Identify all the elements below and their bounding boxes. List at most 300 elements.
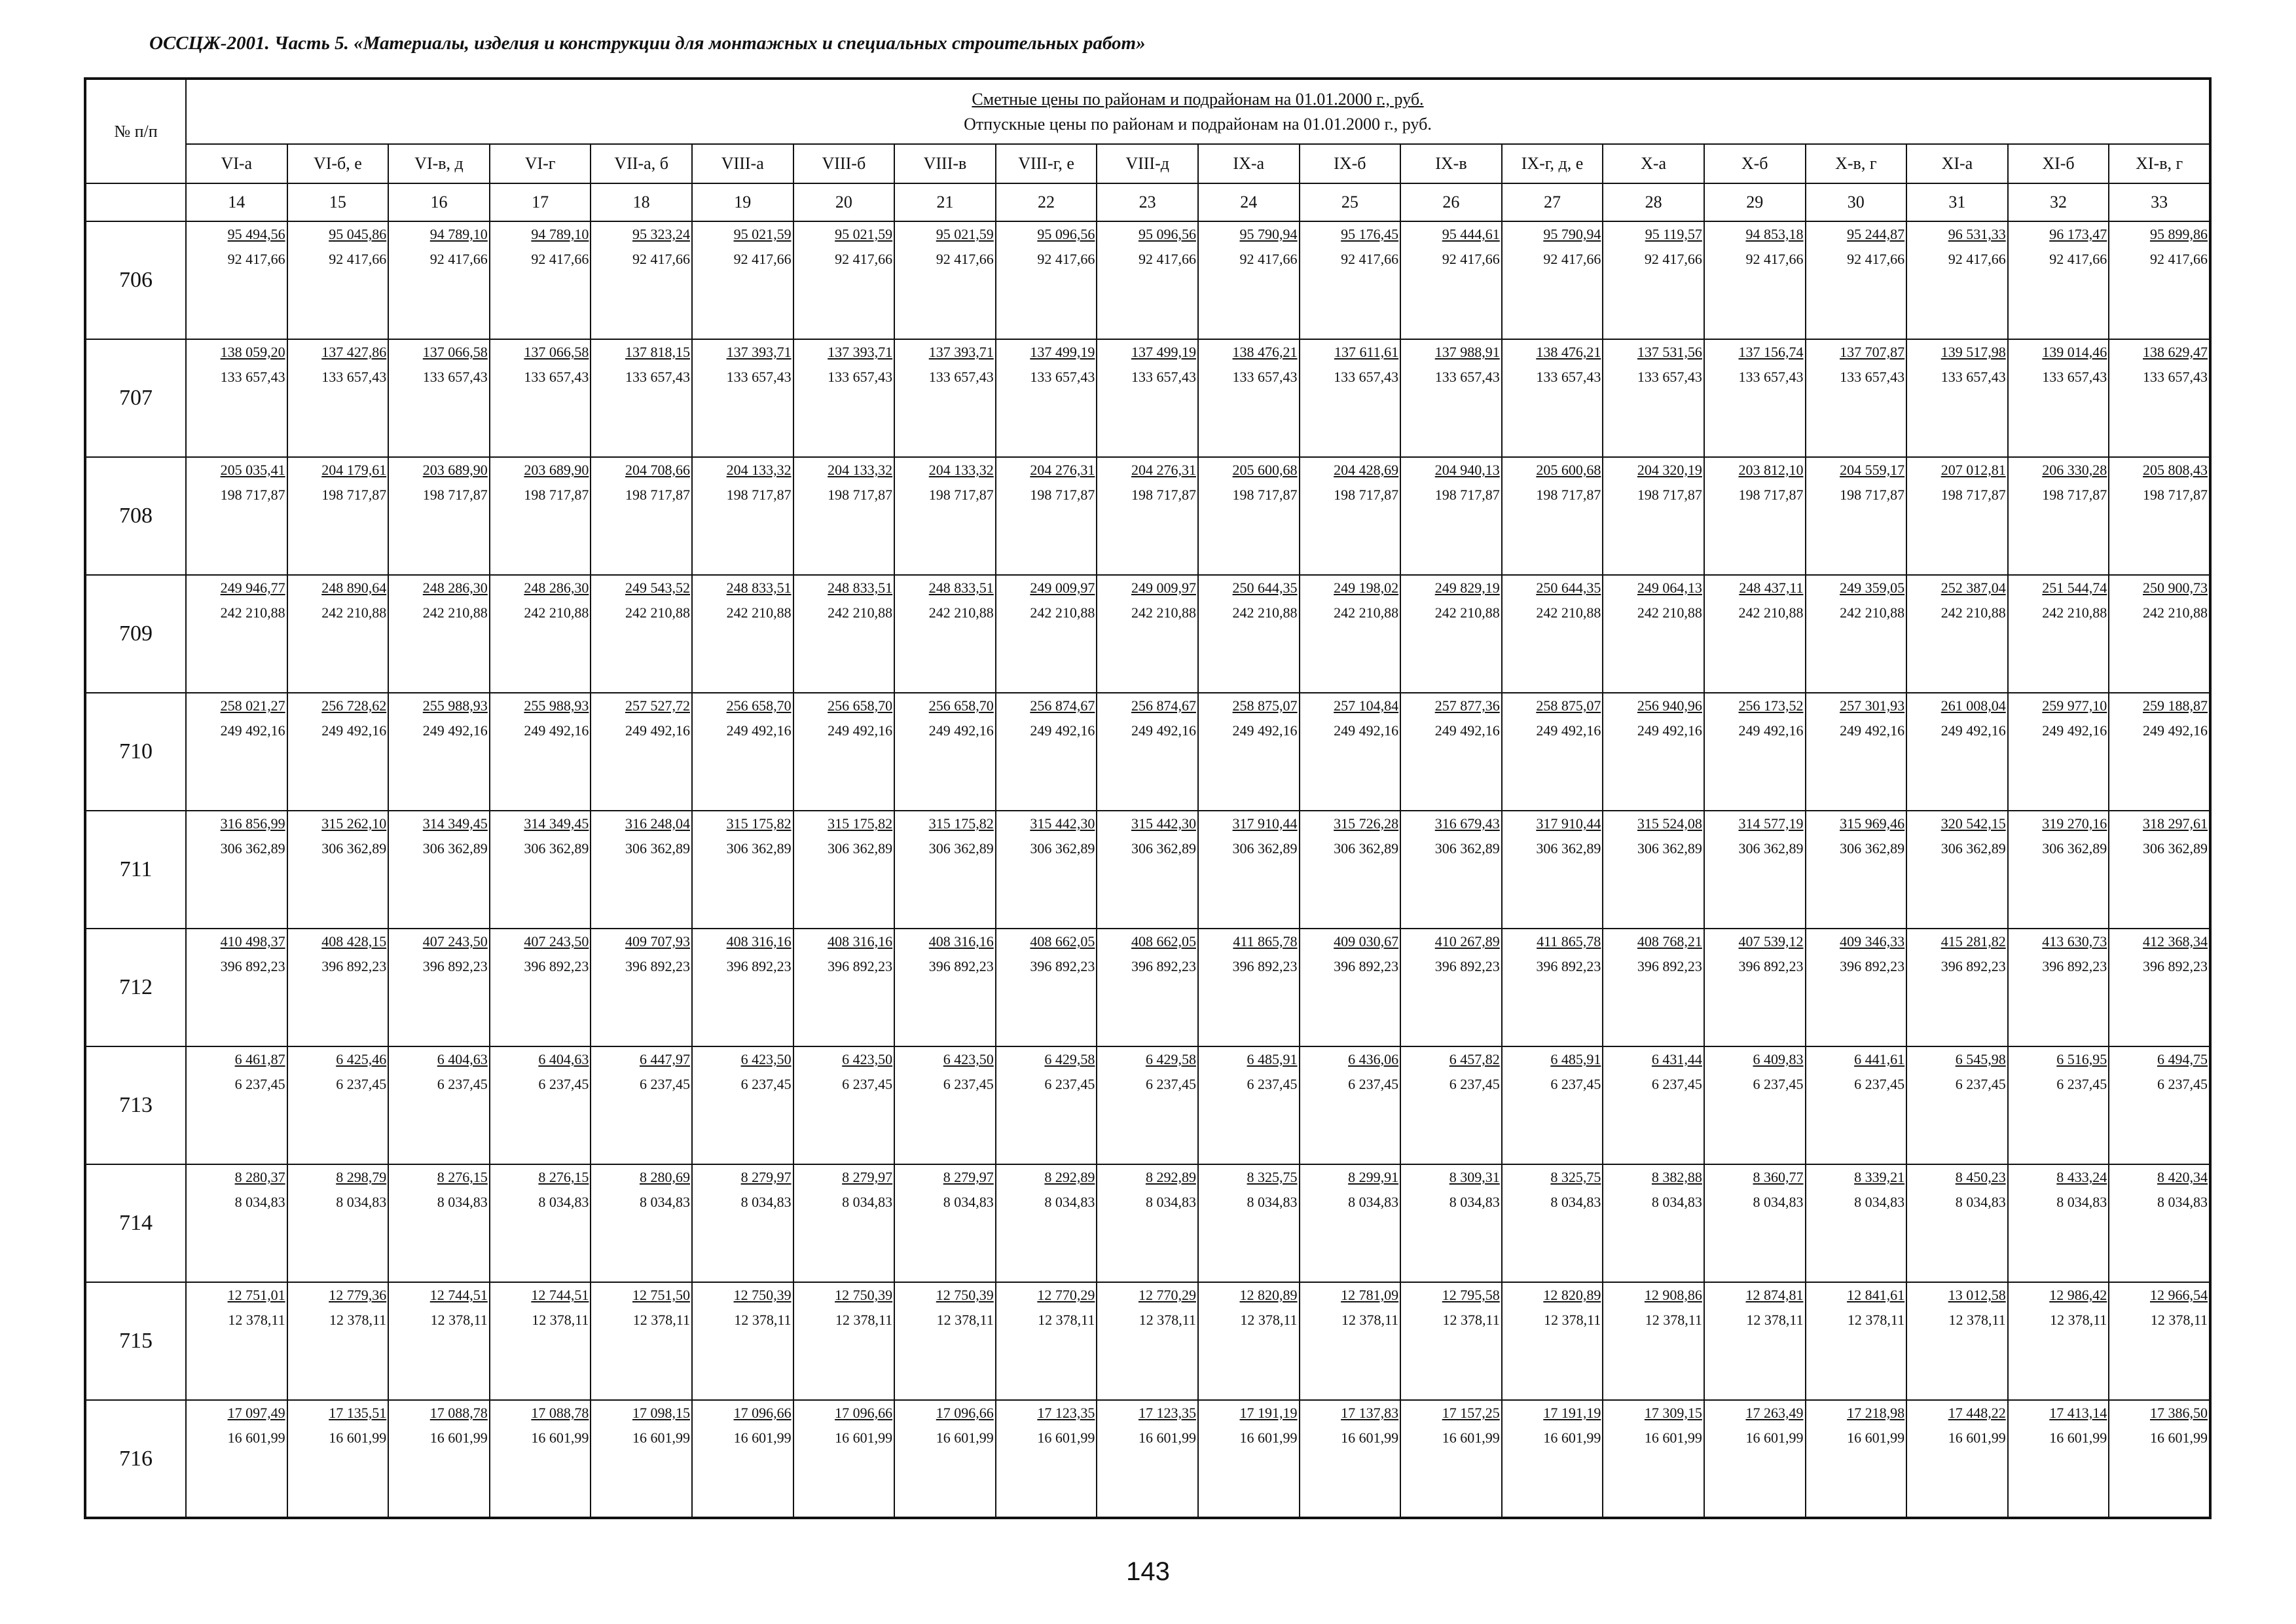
estimate-price: 259 188,87 [2143, 697, 2208, 714]
estimate-price: 315 262,10 [321, 815, 387, 832]
release-price: 6 237,45 [1651, 1076, 1702, 1092]
estimate-price: 137 066,58 [524, 344, 589, 360]
price-cell [793, 575, 895, 693]
release-price: 6 237,45 [2157, 1076, 2208, 1092]
estimate-price: 139 517,98 [1941, 344, 2006, 360]
release-price: 249 492,16 [2042, 722, 2107, 739]
price-cell [894, 693, 996, 811]
release-price: 249 492,16 [321, 722, 387, 739]
price-cell [1300, 1164, 1401, 1282]
estimate-price: 256 658,70 [828, 697, 893, 714]
release-price: 306 362,89 [828, 840, 893, 857]
estimate-price: 137 818,15 [625, 344, 690, 360]
row-number: 713 [85, 1046, 186, 1164]
estimate-price: 248 286,30 [422, 580, 488, 596]
release-price: 198 717,87 [1536, 487, 1601, 503]
table-row [85, 1400, 2210, 1518]
npp-header: № п/п [85, 79, 186, 183]
estimate-price: 137 531,56 [1637, 344, 1702, 360]
estimate-price: 251 544,74 [2042, 580, 2107, 596]
estimate-price: 205 808,43 [2143, 462, 2208, 478]
price-cell [1906, 575, 2008, 693]
estimate-price: 411 865,78 [1537, 933, 1601, 950]
estimate-price: 137 156,74 [1738, 344, 1804, 360]
release-price: 249 492,16 [1434, 722, 1500, 739]
estimate-price: 257 104,84 [1334, 697, 1399, 714]
release-price: 306 362,89 [1840, 840, 1905, 857]
estimate-price: 248 833,51 [726, 580, 792, 596]
release-price: 92 417,66 [1847, 251, 1905, 267]
price-cell [894, 1282, 996, 1400]
price-cell [996, 575, 1097, 693]
price-cell [1704, 1164, 1806, 1282]
release-price: 12 378,11 [1341, 1312, 1399, 1328]
release-price: 92 417,66 [2049, 251, 2107, 267]
estimate-price: 137 499,19 [1030, 344, 1095, 360]
price-cell [1502, 1400, 1603, 1518]
release-price: 8 034,83 [1044, 1194, 1095, 1210]
release-price: 8 034,83 [336, 1194, 387, 1210]
release-price: 8 034,83 [538, 1194, 589, 1210]
row-number: 710 [85, 693, 186, 811]
price-cell [793, 1282, 895, 1400]
table-row [85, 575, 2210, 693]
price-cell [2109, 575, 2210, 693]
release-price: 306 362,89 [1334, 840, 1399, 857]
price-cell [1502, 457, 1603, 575]
estimate-price: 408 428,15 [321, 933, 387, 950]
release-price: 6 237,45 [1348, 1076, 1399, 1092]
price-cell [2008, 221, 2109, 339]
release-price: 6 237,45 [1145, 1076, 1196, 1092]
price-cell [2008, 1164, 2109, 1282]
release-price: 92 417,66 [429, 251, 488, 267]
price-cell [793, 693, 895, 811]
column-number: 27 [1502, 183, 1603, 221]
release-price: 16 601,99 [429, 1430, 488, 1446]
region-header: IX-в [1400, 144, 1502, 183]
release-price: 133 657,43 [321, 369, 387, 385]
release-price: 198 717,87 [1637, 487, 1702, 503]
estimate-price: 257 301,93 [1840, 697, 1905, 714]
price-cell [490, 811, 591, 929]
release-price: 198 717,87 [625, 487, 690, 503]
price-cell [591, 1282, 692, 1400]
estimate-price: 6 457,82 [1449, 1051, 1500, 1067]
price-cell [287, 221, 389, 339]
release-price: 8 034,83 [740, 1194, 792, 1210]
release-price: 8 034,83 [1753, 1194, 1804, 1210]
price-cell [2109, 1046, 2210, 1164]
price-cell [894, 575, 996, 693]
release-price: 249 492,16 [1637, 722, 1702, 739]
table-row [85, 1164, 2210, 1282]
price-cell [1400, 575, 1502, 693]
column-number: 33 [2109, 183, 2210, 221]
estimate-price: 409 346,33 [1840, 933, 1905, 950]
price-cell [388, 1400, 490, 1518]
estimate-price: 409 707,93 [625, 933, 690, 950]
release-price: 8 034,83 [437, 1194, 488, 1210]
estimate-price: 258 875,07 [1536, 697, 1601, 714]
estimate-price: 137 988,91 [1434, 344, 1500, 360]
release-price: 198 717,87 [828, 487, 893, 503]
price-cell [1502, 1046, 1603, 1164]
estimate-price: 256 658,70 [928, 697, 994, 714]
estimate-price: 139 014,46 [2042, 344, 2107, 360]
estimate-price: 315 442,30 [1131, 815, 1196, 832]
estimate-price: 95 021,59 [835, 226, 893, 242]
region-header: VIII-а [692, 144, 793, 183]
release-price: 198 717,87 [1030, 487, 1095, 503]
price-cell [793, 339, 895, 457]
price-cell [490, 575, 591, 693]
release-price: 396 892,23 [1434, 958, 1500, 974]
estimate-price: 17 096,66 [936, 1405, 994, 1421]
region-header: X-а [1603, 144, 1704, 183]
release-price: 6 237,45 [1247, 1076, 1298, 1092]
release-price: 396 892,23 [1334, 958, 1399, 974]
price-cell [1704, 457, 1806, 575]
price-cell [1097, 1282, 1198, 1400]
region-header: X-в, г [1806, 144, 1907, 183]
price-cell [1198, 221, 1300, 339]
price-cell [490, 1046, 591, 1164]
estimate-price: 315 175,82 [828, 815, 893, 832]
price-cell [793, 811, 895, 929]
estimate-price: 205 035,41 [220, 462, 285, 478]
release-price: 198 717,87 [2042, 487, 2107, 503]
price-cell [591, 1164, 692, 1282]
release-price: 92 417,66 [1442, 251, 1500, 267]
estimate-price: 315 524,08 [1637, 815, 1702, 832]
price-cell [793, 1164, 895, 1282]
price-cell [793, 457, 895, 575]
estimate-price: 12 779,36 [329, 1287, 387, 1303]
price-cell [2109, 1164, 2210, 1282]
price-cell [2008, 1282, 2109, 1400]
estimate-price: 6 447,97 [639, 1051, 690, 1067]
release-price: 6 237,45 [842, 1076, 893, 1092]
price-cell [2109, 221, 2210, 339]
release-price: 306 362,89 [524, 840, 589, 857]
estimate-price: 415 281,82 [1941, 933, 2006, 950]
release-price: 396 892,23 [625, 958, 690, 974]
estimate-price: 204 133,32 [928, 462, 994, 478]
estimate-price: 12 770,29 [1138, 1287, 1196, 1303]
price-cell [1400, 457, 1502, 575]
estimate-price: 12 750,39 [733, 1287, 792, 1303]
row-number: 716 [85, 1400, 186, 1518]
release-price: 8 034,83 [1247, 1194, 1298, 1210]
region-header: XI-а [1906, 144, 2008, 183]
estimate-price: 8 279,97 [740, 1169, 792, 1185]
column-number: 30 [1806, 183, 1907, 221]
price-cell [2109, 1282, 2210, 1400]
estimate-price: 12 820,89 [1543, 1287, 1601, 1303]
region-header: VIII-в [894, 144, 996, 183]
price-cell [1097, 1046, 1198, 1164]
price-cell [1906, 339, 2008, 457]
price-cell [388, 339, 490, 457]
release-price: 198 717,87 [1232, 487, 1298, 503]
estimate-price: 12 744,51 [531, 1287, 589, 1303]
price-cell [186, 1282, 287, 1400]
estimate-price: 12 750,39 [936, 1287, 994, 1303]
release-price: 396 892,23 [2143, 958, 2208, 974]
release-price: 16 601,99 [1037, 1430, 1095, 1446]
release-price: 133 657,43 [524, 369, 589, 385]
release-price: 306 362,89 [1131, 840, 1196, 857]
estimate-price: 6 423,50 [740, 1051, 792, 1067]
estimate-price: 6 516,95 [2056, 1051, 2107, 1067]
price-cell [1300, 1046, 1401, 1164]
release-price: 396 892,23 [828, 958, 893, 974]
release-price: 6 237,45 [1854, 1076, 1905, 1092]
estimate-price: 316 248,04 [625, 815, 690, 832]
estimate-price: 6 404,63 [538, 1051, 589, 1067]
region-header: XI-в, г [2109, 144, 2210, 183]
release-price: 92 417,66 [1745, 251, 1804, 267]
release-price: 133 657,43 [1434, 369, 1500, 385]
price-cell [2109, 457, 2210, 575]
price-cell [490, 457, 591, 575]
estimate-price: 6 409,83 [1753, 1051, 1804, 1067]
release-price: 249 492,16 [220, 722, 285, 739]
release-price: 16 601,99 [1948, 1430, 2006, 1446]
page-number: 143 [1126, 1557, 1170, 1586]
release-price: 6 237,45 [943, 1076, 994, 1092]
price-cell [692, 575, 793, 693]
price-cell [1097, 929, 1198, 1046]
estimate-price: 17 097,49 [227, 1405, 285, 1421]
estimate-price: 410 267,89 [1434, 933, 1500, 950]
price-cell [287, 1164, 389, 1282]
estimate-price: 17 309,15 [1644, 1405, 1702, 1421]
release-price: 12 378,11 [1442, 1312, 1500, 1328]
price-cell [591, 457, 692, 575]
release-price: 133 657,43 [1941, 369, 2006, 385]
release-price: 92 417,66 [1239, 251, 1298, 267]
price-cell [1704, 1046, 1806, 1164]
release-price: 306 362,89 [726, 840, 792, 857]
price-cell [692, 457, 793, 575]
region-header: VIII-б [793, 144, 895, 183]
release-price: 16 601,99 [1644, 1430, 1702, 1446]
price-cell [1198, 339, 1300, 457]
release-price: 242 210,88 [625, 604, 690, 621]
estimate-price: 204 133,32 [726, 462, 792, 478]
release-price: 12 378,11 [532, 1312, 589, 1328]
estimate-price: 248 833,51 [928, 580, 994, 596]
estimate-price: 315 726,28 [1334, 815, 1399, 832]
price-cell [2008, 811, 2109, 929]
estimate-price: 317 910,44 [1536, 815, 1601, 832]
release-price: 198 717,87 [1840, 487, 1905, 503]
release-price: 16 601,99 [1442, 1430, 1500, 1446]
release-price: 198 717,87 [1434, 487, 1500, 503]
price-cell [793, 929, 895, 1046]
price-cell [996, 929, 1097, 1046]
estimate-price: 95 021,59 [733, 226, 792, 242]
estimate-price: 252 387,04 [1941, 580, 2006, 596]
price-cell [490, 1164, 591, 1282]
price-cell [692, 1400, 793, 1518]
estimate-price: 6 494,75 [2157, 1051, 2208, 1067]
release-price: 396 892,23 [1232, 958, 1298, 974]
release-price: 242 210,88 [2042, 604, 2107, 621]
release-price: 8 034,83 [234, 1194, 285, 1210]
estimate-price: 249 064,13 [1637, 580, 1702, 596]
price-cell [490, 221, 591, 339]
estimate-price: 207 012,81 [1941, 462, 2006, 478]
release-price: 16 601,99 [1138, 1430, 1196, 1446]
estimate-price: 257 527,72 [625, 697, 690, 714]
price-cell [388, 1282, 490, 1400]
price-cell [996, 693, 1097, 811]
estimate-price: 8 450,23 [1955, 1169, 2006, 1185]
estimate-price: 6 485,91 [1550, 1051, 1601, 1067]
release-price: 396 892,23 [321, 958, 387, 974]
release-price: 242 210,88 [1434, 604, 1500, 621]
release-price: 92 417,66 [733, 251, 792, 267]
estimate-price: 8 279,97 [842, 1169, 893, 1185]
price-cell [1502, 693, 1603, 811]
estimate-price: 315 969,46 [1840, 815, 1905, 832]
price-cell [996, 1164, 1097, 1282]
release-price: 92 417,66 [227, 251, 285, 267]
price-cell [1603, 339, 1704, 457]
estimate-price: 256 874,67 [1131, 697, 1196, 714]
price-cell [490, 1282, 591, 1400]
estimate-price: 256 940,96 [1637, 697, 1702, 714]
price-cell [2109, 929, 2210, 1046]
region-header: IX-а [1198, 144, 1300, 183]
price-cell [1906, 1282, 2008, 1400]
estimate-price: 255 988,93 [524, 697, 589, 714]
estimate-price: 408 316,16 [726, 933, 792, 950]
estimate-price: 249 543,52 [625, 580, 690, 596]
release-price: 12 378,11 [734, 1312, 792, 1328]
estimate-price: 137 066,58 [422, 344, 488, 360]
estimate-price: 6 425,46 [336, 1051, 387, 1067]
price-cell [2109, 811, 2210, 929]
price-cell [1603, 457, 1704, 575]
release-price: 306 362,89 [2042, 840, 2107, 857]
release-price: 306 362,89 [625, 840, 690, 857]
price-cell [186, 221, 287, 339]
price-cell [1400, 1400, 1502, 1518]
price-cell [894, 1164, 996, 1282]
release-price: 198 717,87 [422, 487, 488, 503]
column-number: 29 [1704, 183, 1806, 221]
release-price: 133 657,43 [928, 369, 994, 385]
estimate-price: 204 276,31 [1030, 462, 1095, 478]
estimate-price: 12 966,54 [2150, 1287, 2208, 1303]
price-cell [2109, 1400, 2210, 1518]
estimate-price: 8 280,37 [234, 1169, 285, 1185]
release-price: 396 892,23 [422, 958, 488, 974]
estimate-price: 95 096,56 [1138, 226, 1196, 242]
price-cell [388, 457, 490, 575]
row-number: 706 [85, 221, 186, 339]
estimate-price: 6 436,06 [1348, 1051, 1399, 1067]
price-cell [1300, 339, 1401, 457]
table-row [85, 1046, 2210, 1164]
price-cell [1603, 693, 1704, 811]
estimate-price: 257 877,36 [1434, 697, 1500, 714]
table-body [85, 221, 2210, 1518]
release-price: 8 034,83 [1955, 1194, 2006, 1210]
price-cell [2008, 1400, 2109, 1518]
estimate-price: 407 243,50 [422, 933, 488, 950]
release-price: 249 492,16 [1840, 722, 1905, 739]
release-price: 133 657,43 [1334, 369, 1399, 385]
estimate-price: 248 833,51 [828, 580, 893, 596]
price-cell [1704, 575, 1806, 693]
release-price: 396 892,23 [2042, 958, 2107, 974]
price-cell [1198, 1164, 1300, 1282]
estimate-price: 258 021,27 [220, 697, 285, 714]
price-cell [1806, 339, 1907, 457]
estimate-price: 17 096,66 [835, 1405, 893, 1421]
estimate-price: 259 977,10 [2042, 697, 2107, 714]
estimate-price: 314 349,45 [422, 815, 488, 832]
region-header: XI-б [2008, 144, 2109, 183]
column-number: 23 [1097, 183, 1198, 221]
column-number: 20 [793, 183, 895, 221]
price-cell [1704, 1282, 1806, 1400]
price-cell [1806, 811, 1907, 929]
release-price: 12 378,11 [2150, 1312, 2208, 1328]
price-cell [591, 1400, 692, 1518]
release-price: 16 601,99 [227, 1430, 285, 1446]
price-cell [1097, 1400, 1198, 1518]
estimate-price: 8 360,77 [1753, 1169, 1804, 1185]
column-number: 15 [287, 183, 389, 221]
release-price: 242 210,88 [1334, 604, 1399, 621]
estimate-price: 8 292,89 [1145, 1169, 1196, 1185]
release-price: 396 892,23 [1131, 958, 1196, 974]
release-price: 6 237,45 [234, 1076, 285, 1092]
estimate-price: 8 309,31 [1449, 1169, 1500, 1185]
estimate-price: 204 428,69 [1334, 462, 1399, 478]
price-cell [1704, 339, 1806, 457]
estimate-price: 95 323,24 [632, 226, 690, 242]
estimate-price: 203 689,90 [422, 462, 488, 478]
release-price: 16 601,99 [733, 1430, 792, 1446]
release-price: 92 417,66 [1948, 251, 2006, 267]
release-price: 198 717,87 [1941, 487, 2006, 503]
price-cell [1400, 339, 1502, 457]
release-price: 306 362,89 [321, 840, 387, 857]
price-cell [591, 339, 692, 457]
price-cell [1400, 929, 1502, 1046]
estimate-price: 137 427,86 [321, 344, 387, 360]
release-price: 92 417,66 [936, 251, 994, 267]
release-price: 92 417,66 [1644, 251, 1702, 267]
release-price: 12 378,11 [1847, 1312, 1905, 1328]
estimate-price: 411 865,78 [1233, 933, 1298, 950]
release-price: 306 362,89 [1941, 840, 2006, 857]
price-cell [591, 693, 692, 811]
release-price: 198 717,87 [928, 487, 994, 503]
price-cell [2008, 575, 2109, 693]
price-cell [894, 221, 996, 339]
release-price: 249 492,16 [1536, 722, 1601, 739]
release-price: 16 601,99 [1341, 1430, 1399, 1446]
price-table [84, 77, 2212, 1519]
